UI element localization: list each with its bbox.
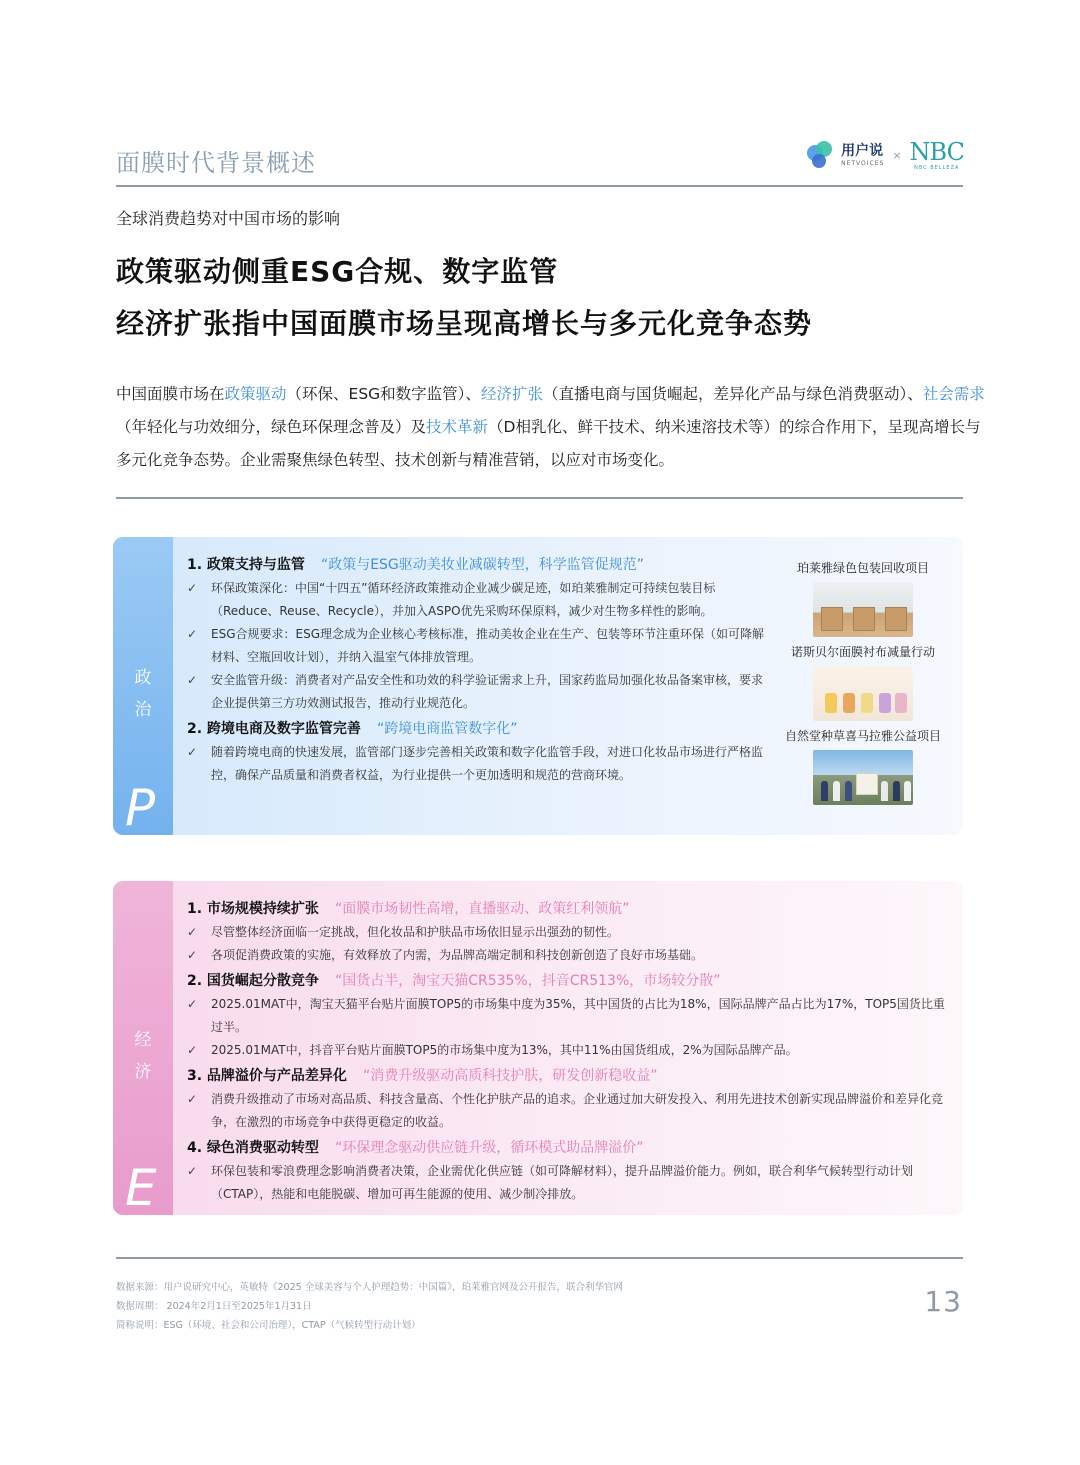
economy-section-title xyxy=(187,1064,947,1088)
list-item xyxy=(187,741,767,787)
list-item xyxy=(187,921,947,944)
policy-band-char: 政 xyxy=(134,668,152,688)
intro-text: （环保、ESG和数字监管）、 xyxy=(286,385,481,403)
case-photo-himalaya xyxy=(813,750,913,805)
economy-section-title xyxy=(187,897,947,921)
case-item xyxy=(773,727,953,805)
page-header-title: 面膜时代背景概述 xyxy=(116,149,316,177)
headline-line-1: 政策驱动侧重ESG合规、数字监管 xyxy=(116,255,559,288)
logo-en: NETVOICES xyxy=(841,160,885,167)
economy-section-title xyxy=(187,1136,947,1160)
netvoices-logo-icon xyxy=(807,141,833,171)
bullet-text: ESG合规要求：ESG理念成为企业核心考核标准，推动美妆企业在生产、包装等环节注重环保（如可降解材料、空瓶回收计划），并纳入温室气体排放管理。 xyxy=(211,627,764,664)
list-item xyxy=(187,577,767,623)
section-title-text: 4. 绿色消费驱动转型 xyxy=(187,1140,319,1156)
nbc-logo-text: NBC xyxy=(909,138,964,166)
bullet-text: 消费升级推动了市场对高品质、科技含量高、个性化护肤产品的追求。企业通过加大研发投入、利用先进技术创新实现品牌溢价和差异化竞争，在激烈的市场竞争中获得更稳定的收益。 xyxy=(211,1092,944,1129)
intro-text: （直播电商与国货崛起，差异化产品与绿色消费驱动）、 xyxy=(542,385,923,403)
case-caption: 自然堂种草喜马拉雅公益项目 xyxy=(784,729,941,743)
footer-period: 数据周期： 2024年2月1日至2025年1月31日 xyxy=(116,1301,312,1312)
case-photo-mask-products xyxy=(813,666,913,721)
check-icon: ✓ xyxy=(187,1092,198,1106)
list-item xyxy=(187,623,767,669)
economy-band-char: 经 xyxy=(134,1030,152,1050)
section-subtitle: 全球消费趋势对中国市场的影响 xyxy=(116,209,341,228)
check-icon: ✓ xyxy=(187,997,198,1011)
section-title-text: 1. 市场规模持续扩张 xyxy=(187,901,319,917)
intro-text: （D相乳化、鲜干技术、纳米速溶技术等）的综合作用下，呈现高增长与多元化竞争态势。企业需聚焦绿色转型、技术创新与精准营销，以应对市场变化。 xyxy=(116,418,981,469)
check-icon: ✓ xyxy=(187,1164,198,1178)
policy-band xyxy=(113,537,173,835)
economy-letter-e: E xyxy=(125,1159,157,1215)
bullet-text: 2025.01MAT中，抖音平台贴片面膜TOP5的市场集中度为13%，其中11%由国货组成，2%为国际品牌产品。 xyxy=(211,1043,798,1057)
case-caption: 珀莱雅绿色包装回收项目 xyxy=(796,561,929,575)
intro-text: 中国面膜市场在 xyxy=(116,385,225,403)
page-number: 13 xyxy=(924,1285,962,1318)
intro-highlight-economy: 经济扩张 xyxy=(480,385,543,403)
intro-highlight-policy: 政策驱动 xyxy=(224,385,287,403)
policy-card xyxy=(113,537,963,835)
check-icon: ✓ xyxy=(187,745,198,759)
case-photo-packaging xyxy=(813,582,913,637)
intro-highlight-technology: 技术革新 xyxy=(426,418,489,436)
bullet-text: 各项促消费政策的实施，有效释放了内需，为品牌高端定制和科技创新创造了良好市场基础。 xyxy=(211,948,704,962)
bullet-text: 2025.01MAT中，淘宝天猫平台贴片面膜TOP5的市场集中度为35%，其中国货的占比为18%，国际品牌产品占比为17%，TOP5国货比重过半。 xyxy=(211,997,945,1034)
intro-divider xyxy=(116,497,963,499)
section-title-text: 1. 政策支持与监管 xyxy=(187,557,305,573)
economy-card xyxy=(113,881,963,1215)
list-item xyxy=(187,944,947,967)
section-title-text: 3. 品牌溢价与产品差异化 xyxy=(187,1068,347,1084)
section-quote: “国货占半，淘宝天猫CR535%，抖音CR513%，市场较分散” xyxy=(334,973,721,989)
bullet-text: 安全监管升级：消费者对产品安全性和功效的科学验证需求上升，国家药监局加强化妆品备案审核，要求企业提供第三方功效测试报告，推动行业规范化。 xyxy=(211,673,764,710)
case-item xyxy=(773,559,953,637)
list-item xyxy=(187,1088,947,1134)
list-item xyxy=(187,1160,947,1206)
header-divider xyxy=(116,185,963,187)
section-title-text: 2. 国货崛起分散竞争 xyxy=(187,973,319,989)
check-icon: ✓ xyxy=(187,673,198,687)
brand-logos xyxy=(807,140,964,171)
case-item xyxy=(773,643,953,721)
logo-separator: × xyxy=(892,149,902,162)
list-item xyxy=(187,1039,947,1062)
bullet-text: 环保包装和零浪费理念影响消费者决策，企业需优化供应链（如可降解材料），提升品牌溢价能力。例如，联合利华气候转型行动计划（CTAP），热能和电能脱碳、增加可再生能源的使用、减少制冷排放。 xyxy=(211,1164,914,1201)
economy-section-title xyxy=(187,969,947,993)
nbc-logo xyxy=(910,140,964,171)
footer-source: 数据来源：用户说研究中心，英敏特《2025 全球美容与个人护理趋势：中国篇》，珀莱雅官网及公开报告，联合利华官网 xyxy=(116,1282,623,1293)
policy-case-photos xyxy=(773,559,953,811)
intro-text: （年轻化与功效细分，绿色环保理念普及）及 xyxy=(116,418,427,436)
bullet-text: 环保政策深化：中国“十四五”循环经济政策推动企业减少碳足迹，如珀莱雅制定可持续包装目标（Reduce、Reuse、Recycle），并加入ASPO优先采购环保原料，减少对生物多样性的影响。 xyxy=(211,581,716,618)
logo-cn: 用户说 xyxy=(841,143,884,159)
headline-line-2: 经济扩张指中国面膜市场呈现高增长与多元化竞争态势 xyxy=(116,307,813,340)
policy-section-title xyxy=(187,717,767,741)
section-quote: “面膜市场韧性高增，直播驱动、政策红利领航” xyxy=(334,901,630,917)
policy-content xyxy=(187,551,767,787)
policy-band-char: 治 xyxy=(134,700,152,720)
intro-highlight-society: 社会需求 xyxy=(922,385,985,403)
section-quote: “政策与ESG驱动美妆业减碳转型，科学监管促规范” xyxy=(320,557,645,573)
economy-band-char: 济 xyxy=(134,1062,152,1082)
list-item xyxy=(187,669,767,715)
check-icon: ✓ xyxy=(187,1043,198,1057)
check-icon: ✓ xyxy=(187,581,198,595)
check-icon: ✓ xyxy=(187,627,198,641)
footer-abbreviations: 简称说明：ESG（环境、社会和公司治理），CTAP（气候转型行动计划） xyxy=(116,1320,421,1331)
footer-divider xyxy=(116,1257,963,1259)
list-item xyxy=(187,993,947,1039)
economy-content xyxy=(187,895,947,1206)
nbc-logo-sub: NBC BELLEZA xyxy=(914,165,960,171)
check-icon: ✓ xyxy=(187,925,198,939)
economy-band xyxy=(113,881,173,1215)
netvoices-logo-text xyxy=(841,144,884,167)
section-quote: “环保理念驱动供应链升级，循环模式助品牌溢价” xyxy=(334,1140,644,1156)
case-caption: 诺斯贝尔面膜衬布减量行动 xyxy=(790,645,935,659)
policy-section-title xyxy=(187,553,767,577)
section-quote: “消费升级驱动高质科技护肤，研发创新稳收益” xyxy=(362,1068,658,1084)
section-quote: “跨境电商监管数字化” xyxy=(376,721,518,737)
intro-paragraph xyxy=(116,378,986,477)
check-icon: ✓ xyxy=(187,948,198,962)
bullet-text: 随着跨境电商的快速发展，监管部门逐步完善相关政策和数字化监管手段，对进口化妆品市场进行严格监控，确保产品质量和消费者权益，为行业提供一个更加透明和规范的营商环境。 xyxy=(211,745,764,782)
bullet-text: 尽管整体经济面临一定挑战，但化妆品和护肤品市场依旧显示出强劲的韧性。 xyxy=(211,925,620,939)
policy-letter-p: P xyxy=(125,779,156,835)
section-title-text: 2. 跨境电商及数字监管完善 xyxy=(187,721,361,737)
